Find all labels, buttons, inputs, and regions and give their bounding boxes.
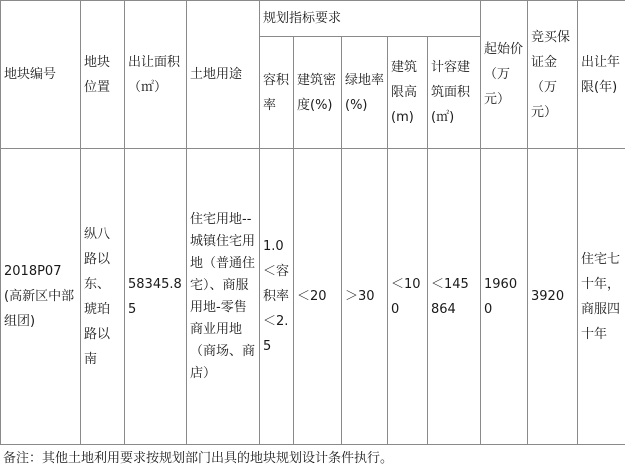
header-land-use: 土地用途 [187,1,260,149]
cell-location: 纵八路以东、琥珀路以南 [81,149,125,445]
header-gfa: 计容建筑面积(㎡) [428,37,481,149]
header-parcel-no: 地块编号 [1,1,81,149]
header-far: 容积率 [260,37,294,149]
cell-deposit: 3920 [528,149,578,445]
header-green: 绿地率(%) [342,37,388,149]
header-start-price: 起始价（万元） [481,1,528,149]
cell-parcel-no: 2018P07(高新区中部组团) [1,149,81,445]
cell-height: ＜100 [388,149,428,445]
cell-land-use: 住宅用地--城镇住宅用地（普通住宅）、商服用地-零售商业用地（商场、商店） [187,149,260,445]
cell-green: ＞30 [342,149,388,445]
header-density: 建筑密度(%) [294,37,342,149]
header-height: 建筑限高(m) [388,37,428,149]
header-location: 地块位置 [81,1,125,149]
header-row-top [1,1,625,37]
header-deposit: 竞买保证金（万元） [528,1,578,149]
cell-term: 住宅七十年，商服四十年 [578,149,625,445]
table-footnote: 备注：其他土地利用要求按规划部门出具的地块规划设计条件执行。 [3,451,394,466]
cell-area: 58345.85 [125,149,187,445]
header-area: 出让面积（㎡） [125,1,187,149]
header-term: 出让年限(年) [578,1,625,149]
cell-start-price: 19600 [481,149,528,445]
cell-density: ＜20 [294,149,342,445]
cell-gfa: ＜145864 [428,149,481,445]
table-row [1,149,625,445]
cell-far: 1.0＜容积率＜2.5 [260,149,294,445]
header-planning-group: 规划指标要求 [260,1,481,37]
